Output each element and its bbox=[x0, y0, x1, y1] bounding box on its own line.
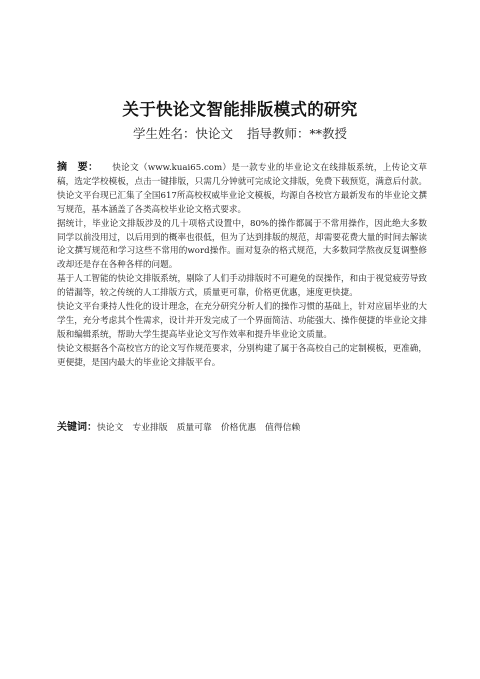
keywords-line bbox=[57, 418, 309, 433]
keyword-item: 专业排版 bbox=[132, 423, 168, 433]
author-line bbox=[0, 124, 480, 142]
advisor-name: **教授 bbox=[309, 126, 348, 141]
keyword-item: 值得信赖 bbox=[265, 423, 301, 433]
student-name: 快论文 bbox=[195, 126, 233, 141]
abstract-section bbox=[57, 161, 427, 371]
abstract-paragraph: 快论文平台秉持人性化的设计理念，在充分研究分析人们的操作习惯的基础上，针对应届毕业的大学生，充分考虑其个性需求，设计并开发完成了一个界面简洁、功能强大、操作便捷的毕业论文排版和编辑系统，帮助大学生提高毕业论文写作效率和提升毕业论文质量。 bbox=[57, 302, 427, 340]
student-label: 学生姓名： bbox=[132, 126, 196, 141]
abstract-paragraph: 基于人工智能的快论文排版系统，剔除了人们手动排版时不可避免的误操作，和由于视觉疲劳导致的错漏等，较之传统的人工排版方式，质量更可靠，价格更优惠，速度更快捷。 bbox=[57, 274, 427, 299]
paper-title: 关于快论文智能排版模式的研究 bbox=[122, 100, 358, 119]
abstract-label: 摘 要： bbox=[57, 162, 99, 173]
abstract-paragraph: 快论文根据各个高校官方的论文写作规范要求，分别构建了属于各高校自己的定制模板，更准确，更便捷，是国内最大的毕业论文排版平台。 bbox=[57, 343, 427, 368]
keywords-label: 关键词： bbox=[57, 422, 97, 433]
abstract-paragraph: 据统计，毕业论文排版涉及的几十项格式设置中，80%的操作都属于不常用操作，因此绝大多数同学以前没用过，以后用到的概率也很低，但为了达到排版的规范，却需要花费大量的时间去解读论文撰写规范和学习这些不常用的word操作。面对复杂的格式规范，大多数同学熬夜反复调整修改却还是存在各种各样的问题。 bbox=[57, 218, 427, 271]
abstract-paragraph bbox=[57, 161, 427, 218]
advisor-label: 指导教师： bbox=[247, 126, 310, 141]
keyword-item: 价格优惠 bbox=[220, 423, 257, 433]
abstract-text: 快论文（www.kuai65.com）是一款专业的毕业论文在线排版系统，上传论文草稿，选定学校模板，点击一键排版，只需几分钟就可完成论文排版，免费下载预览，满意后付款。快论文平台现已汇集了全国617所高校权威毕业论文模板，均源自各校官方最新发布的毕业论文撰写规范，基本涵盖了各类高校毕业论文格式要求。 bbox=[57, 163, 427, 215]
keyword-item: 质量可靠 bbox=[176, 423, 212, 433]
keyword-item: 快论文 bbox=[97, 423, 124, 433]
